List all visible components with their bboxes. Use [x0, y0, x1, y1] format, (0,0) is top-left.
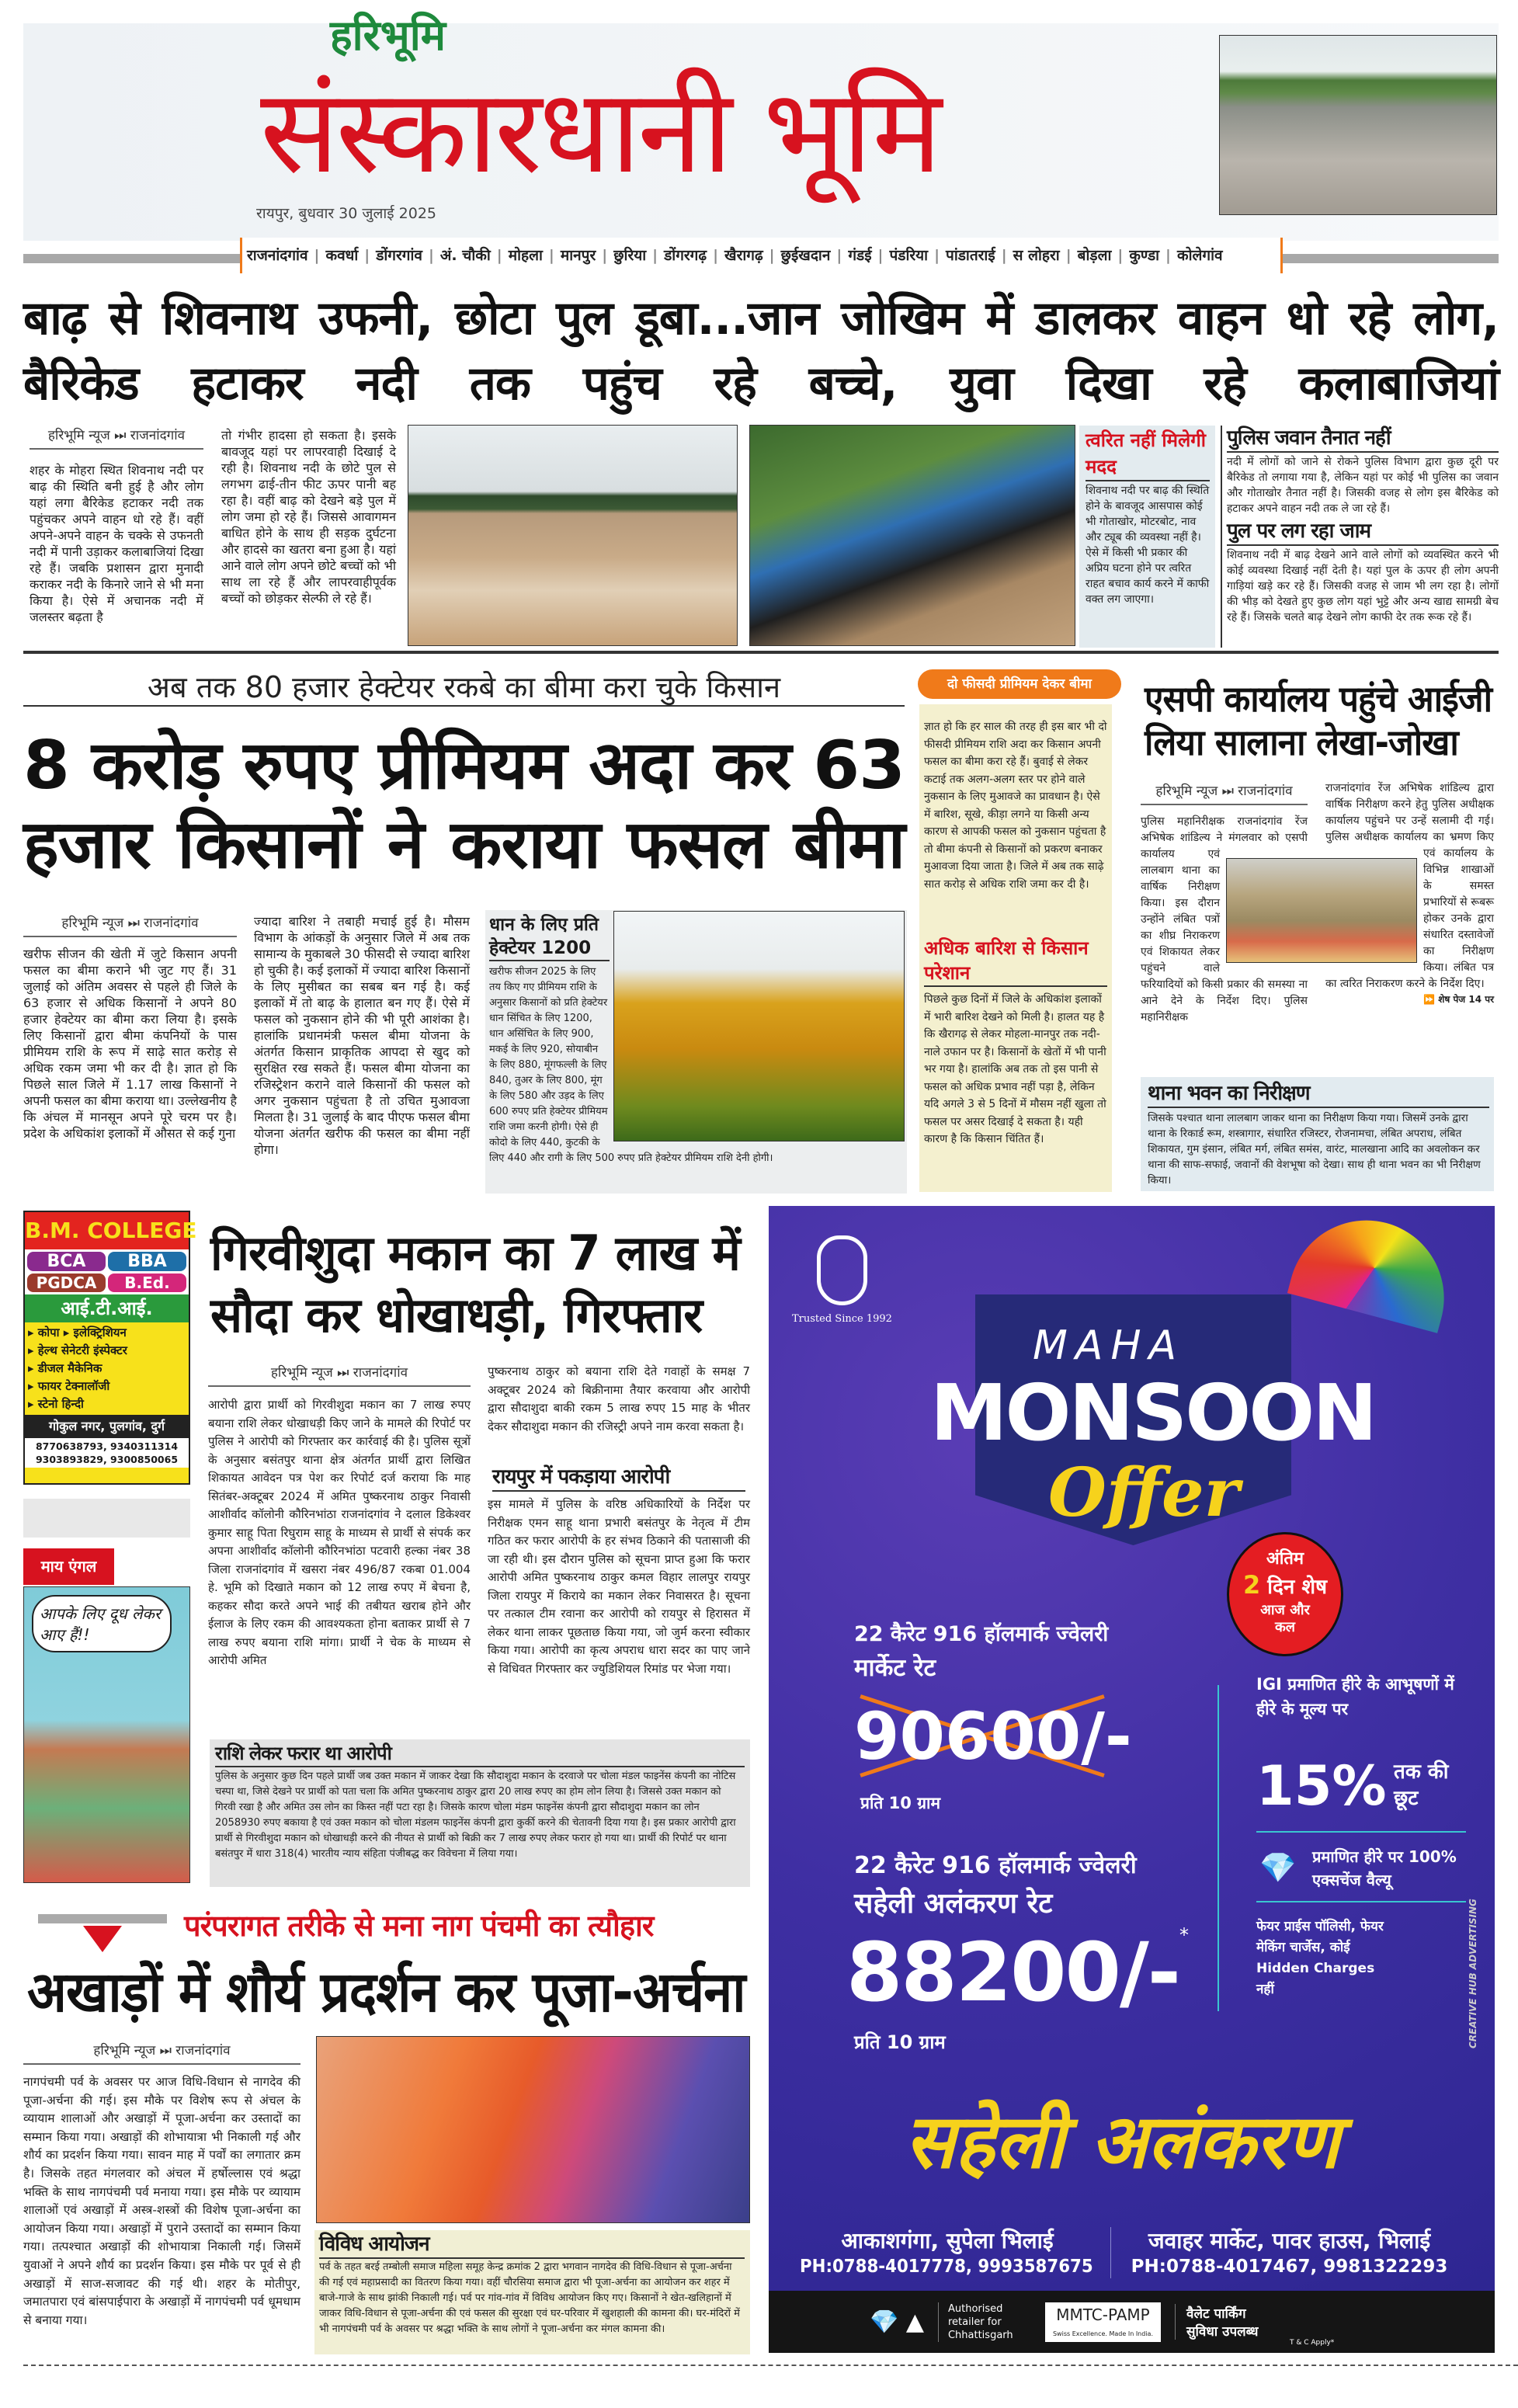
jam-text: शिवनाथ नदी में बाढ़ देखने आने वाले लोगों को व्यवस्थित करने भी कोई व्यवस्था दिखाई नहीं देती है। यहां पुल के ऊपर ही लोग अपनी गाड़ियां खड़े कर रहे हैं। जिसकी वजह से जाम भी लग रहा है। लोगों की भीड़ को देखते हुए कुछ लोग यहां भुट्टे और अन्य खाद्य सामग्री बेच रहे हैं। जिसके चलते बाढ़ देखने लोग काफी देर तक रूक रहे हैं। — [1227, 549, 1499, 624]
trade-item: ▸ स्टेनो हिन्दी — [28, 1397, 84, 1411]
cartoon-label: माय एंगल — [23, 1548, 114, 1585]
course-bca: BCA — [27, 1252, 106, 1271]
tractor-washing-photo — [749, 425, 1075, 646]
nav-item[interactable]: गंडई — [848, 247, 872, 264]
column-divider — [1221, 426, 1222, 648]
nav-separator: | — [877, 247, 884, 264]
nav-separator: | — [314, 247, 320, 264]
college-address: गोकुल नगर, पुलगांव, दुर्ग — [48, 1419, 165, 1433]
crop-col1: खरीफ सीजन की खेती में जुटे किसान अपनी फसल का बीमा कराने भी जुट गए हैं। 31 जुलाई को अंतिम अवसर से पहले ही जिले के 63 हजार से अधिक किसानों ने अपने 80 हजार हेक्टेयर का बीमा करा लिया है। इसके लिए किसानों द्वारा बीमा कंपनियों के पास प्रीमियम राशि के रूप में साढ़े सात करोड़ से अधिक रकम जमा भी कर दी है। ज्ञात हो कि पिछले साल जिले में 1.17 लाख किसानों ने अपनी फसल का बीमा कराया था। उल्लेखनीय है कि अंचल में मानसून अपने पूरे चरम पर है। प्रदेश के अधिकांश इलाकों में औसत से कई गुना — [23, 947, 237, 1141]
masthead-title: संस्कारधानी भूमि — [260, 64, 940, 200]
market-label: 22 कैरेट 916 हॉलमार्क ज्वेलरी — [854, 1622, 1109, 1646]
fraud-col2b: इस मामले में पुलिस के वरिष्ठ अधिकारियों के निर्देश पर निरीक्षक एमन साहू थाना प्रभारी बसंतपुर के नेतृत्व में टीम गठित कर फरार आरोपी के हर संभव ठिकाने की पतासाजी की जा रही थी। इस दौरान पुलिस को सूचना प्राप्त हुआ कि फरार आरोपी अमित पुष्करनाथ ठाकुर कमल विहार लालपुर रायपुर जिला रायपुर में किराये का मकान लेकर निवासरत है। सूचना पर तत्काल टीम रवाना कर आरोपी को रायपुर से हिरासत में लेकर थाना लाकर पूछताछ किया गया, जो जुर्म करना स्वीकार किया गया। आरोपी का कृत्य अपराध धारा सदर का पाए जाने से विधिवत गिरफ्तार कर ज्युडिशियल रिमांड पर भेजा गया। — [488, 1497, 750, 1676]
nav-item[interactable]: डोंगरगांव — [376, 247, 422, 264]
rescue-box-text: शिवनाथ नदी पर बाढ़ की स्थिति होने के बावजूद आसपास कोई भी गोताखोर, मोटरबोट, नाव और ट्यूब की व्यवस्था नहीं है। ऐसे में किसी भी प्रकार की अप्रिय घटना होने पर त्वरित राहत बचाव कार्य करने में काफी वक्त लग जाएगा। — [1086, 485, 1210, 606]
saheli-label-2: सहेली अलंकरण रेट — [854, 1888, 1053, 1920]
photo-wrap-spacer — [608, 964, 905, 1145]
continued-note: ⏩ शेष पेज 14 पर — [1423, 994, 1494, 1005]
course-bba: BBA — [108, 1252, 186, 1271]
jam-subhead: पुल पर लग रहा जाम — [1227, 519, 1499, 546]
college-ad[interactable] — [23, 1211, 197, 1485]
nav-separator: | — [652, 247, 658, 264]
photo-wrap-spacer — [1220, 857, 1308, 967]
discount-value: 15% — [1256, 1754, 1387, 1818]
mmtc-logo — [1045, 2302, 1161, 2342]
hallmark-icon: 💎 ▲ — [870, 2308, 924, 2336]
store-address: जवाहर मार्केट, पावर हाउस, भिलाई — [1148, 2228, 1431, 2253]
byline: हरिभूमि न्यूज ⏭ राजनांदगांव — [23, 913, 237, 937]
nagpanchami-text: नागपंचमी पर्व के अवसर पर आज विधि-विधान से नागदेव की पूजा-अर्चना की गई। इस मौके पर विशेष रूप से अंचल के व्यायाम शालाओं और अखाड़ों में पूजा-अर्चना कर उस्तादों का सम्मान किया गया। अखाड़ों की शोभायात्रा भी निकाली गई और शौर्य का प्रदर्शन किया गया। सावन माह में पर्वों का लगातार क्रम है। जिसके तहत मंगलवार को अंचल में हर्षोल्लास एवं श्रद्धा भक्ति के साथ नागपंचमी पर्व मनाया गया। इस मौके पर व्यायाम शालाओं एवं अखाड़ों में अस्त्र-शस्त्रों की विशेष पूजा-अर्चना का आयोजन किया गया। अखाड़ों में पुराने उस्तादों का सम्मान किया गया। तत्पश्चात अखाड़ों की शोभायात्रा निकाली गई। जिसमें युवाओं ने अपने शौर्य का प्रदर्शन किया। इस मौके पर पूर्व से ही अखाड़ों में साज-सजावट की गई थी। शहर के मोतीपुर, जमातपारा एवं बांसपाईपारा के अखाड़ों में नागपंचमी पर्व धूमधाम से बनाया गया। — [23, 2075, 300, 2327]
mmtc-name: MMTC-PAMP — [1056, 2305, 1150, 2324]
ad-divider — [1218, 1685, 1219, 2011]
ig-col1 — [1141, 814, 1308, 1026]
page-divider — [23, 2365, 1518, 2366]
akhada-puja-photo — [316, 2036, 750, 2223]
exchange-text: प्रमाणित हीरे पर 100% एक्सचेंज वैल्यू — [1312, 1847, 1457, 1889]
fraud-col2a: पुष्करनाथ ठाकुर को बयाना राशि देते गवाहों के समक्ष 7 अक्टूबर 2024 को बिक्रीनामा तैयार करवाया और आरोपी द्वारा सौदाशुदा बाकी रकम 5 लाख रुपए 15 माह के भीतर देकर सौदाशुदा मकान की रजिस्ट्री अपने नाम करवा सकता है। — [488, 1364, 750, 1433]
nav-item[interactable]: कुण्डा — [1129, 247, 1160, 264]
store-2 — [1110, 2227, 1468, 2278]
nav-item[interactable]: कोलेगांव — [1177, 247, 1223, 264]
igi-text: IGI प्रमाणित हीरे के आभूषणों में हीरे के मूल्य पर — [1256, 1675, 1454, 1718]
nav-separator: | — [364, 247, 370, 264]
per-gram: प्रति 10 ग्राम — [860, 1794, 941, 1812]
nav-separator: | — [769, 247, 775, 264]
per-gram: प्रति 10 ग्राम — [854, 2031, 946, 2053]
nav-item[interactable]: कवर्धा — [325, 247, 359, 264]
rain-subhead: अधिक बारिश से किसान परेशान — [924, 936, 1107, 987]
story1-col2: तो गंभीर हादसा हो सकता है। इसके बावजूद यहां पर लापरवाही दिखाई दे रही है। शिवनाथ नदी के छोटे पुल से लगभग ढाई-तीन फीट ऊपर पानी बह रहा है। वहीं बाढ़ को देखने बड़े पुल में लोग जमा हो रहे हैं। जिससे आवागमन बाधित होने के साथ ही सड़क दुर्घटना और हादसे का खतरा बना हुआ है। यहां आने वाले लोग अपने छोटे बच्चों को भी साथ ला रहे हैं और लापरवाहीपूर्वक बच्चों को छोड़कर सेल्फी ले रहे हैं। — [221, 428, 396, 606]
store-1 — [800, 2227, 1095, 2278]
nav-separator: | — [934, 247, 940, 264]
nav-item[interactable]: पंडरिया — [889, 247, 929, 264]
nagpanchami-headline: अखाड़ों में शौर्य प्रदर्शन कर पूजा-अर्चना — [27, 1959, 745, 2024]
college-address-bar — [25, 1415, 189, 1438]
diamond-icon: 💎 — [1259, 1850, 1297, 1885]
nav-separator: | — [1117, 247, 1124, 264]
premium-box-text — [489, 964, 905, 1166]
events-subhead: विविध आयोजन — [319, 2232, 745, 2259]
badge-line: आज और कल — [1260, 1602, 1310, 1635]
fraud-col1: आरोपी द्वारा प्रार्थी को गिरवीशुदा मकान का 7 लाख रुपए बयाना राशि लेकर धोखाधड़ी किए जाने के मामले की रिपोर्ट पर पुलिस ने आरोपी को गिरफ्तार कर कार्रवाई की है। पुलिस सूत्रों के अनुसार बसंतपुर थाना क्षेत्र अंतर्गत प्रार्थी द्वारा लिखित शिकायत आवेदन पत्र पेश कर रिपोर्ट दर्ज कराया कि माह सितंबर-अक्टूबर 2024 में अमित पुष्करनाथ ठाकुर निवासी आशीर्वाद कॉलोनी कौरिनभांठा राजनांदगांव ने दलाल डिकेश्वर कुमार साहू पिता रिघुराम साहू के माध्यम से प्रार्थी से संपर्क कर अपना आशीर्वाद कॉलोनी कौरिनभांठा पटवारी हल्का नंबर 38 जिला राजनांदगांव में खसरा नंबर 496/87 रकबा 01.004 हे. भूमि को दिखाते मकान को 12 लाख रुपए में बेचना है, कहकर सौदा करते अपने भाई की तबीयत खराब होने और ईलाज के लिए रकम की आवश्यकता होना बताकर प्रार्थी से 7 लाख रुपए बयाना राशि मांगा। प्रार्थी ने चेक के माध्यम से आरोपी अमित — [208, 1398, 471, 1667]
cartoon-image — [23, 1586, 190, 1883]
market-rate-value: 90600/- — [854, 1698, 1132, 1774]
flooded-river-photo — [408, 425, 738, 646]
nav-item[interactable]: छुरिया — [613, 247, 647, 264]
location-nav — [240, 238, 1283, 273]
ad-footer — [769, 2291, 1495, 2353]
trade-item: ▸ कोपा ▸ इलेक्ट्रिशियन — [28, 1326, 127, 1340]
trusted-since: Trusted Since 1992 — [792, 1313, 892, 1325]
badge-days: 2 — [1242, 1570, 1261, 1600]
agency-credit: CREATIVE HUB ADVERTISING — [1468, 1899, 1478, 2048]
ad-rule — [1256, 1831, 1466, 1833]
story1-col1: शहर के मोहरा स्थित शिवनाथ नदी पर बाढ़ की स्थिति बनी हुई है और लोग यहां लगा बैरिकेड हटाकर नदी तक पहुंचकर अपने वाहन धो रहे हैं। वहीं अपने-अपने वाहन के चक्के से उफनती नदी में पानी उड़ाकर कलाबाजियां दिखा रहे हैं। जबकि प्रशासन द्वारा मुनादी कराकर नदी के किनारे जाने से भी मना किया है। ऐसे में अचानक नदी में जलस्तर बढ़ता है — [30, 463, 203, 624]
speech-bubble: आपके लिए दूध लेकर आए हैं!! — [32, 1595, 172, 1652]
nav-separator: | — [713, 247, 719, 264]
nav-item[interactable]: छुईखदान — [780, 247, 831, 264]
nav-item[interactable]: मानपुर — [560, 247, 596, 264]
section-rule — [23, 651, 1499, 654]
nav-separator: | — [1065, 247, 1072, 264]
saheli-rate-row — [846, 1924, 1189, 2021]
ad-rule — [1256, 1901, 1466, 1902]
nav-item[interactable]: डोंगरगढ़ — [664, 247, 707, 264]
premium-tag-text: ज्ञात हो कि हर साल की तरह ही इस बार भी दो फीसदी प्रीमियम राशि अदा कर किसान अपनी फसल का बीमा करा रहे हैं। बुवाई से लेकर कटाई तक अलग-अलग स्तर पर होने वाले नुकसान के लिए मुआवजे का प्रावधान है। ऐसे में बारिश, सूखे, कीड़ा लगने या किसी अन्य कारण से आपकी फसल को नुकसान पहुंचता है तो बीमा कंपनी से किसानों को प्रकरण बनाकर मुआवजा दिया जाता है। जिले में अब तक साढ़े सात करोड़ से अधिक राशि जमा कर दी है। — [924, 721, 1107, 891]
jewellery-ad[interactable] — [769, 1206, 1495, 2353]
nav-items — [247, 238, 1223, 273]
ig-col2 — [1325, 780, 1494, 1006]
byline: हरिभूमि न्यूज ⏭ राजनांदगांव — [208, 1363, 471, 1387]
nav-item[interactable]: मोहला — [508, 247, 543, 264]
trade-item: ▸ हेल्थ सेनेटरी इंस्पेक्टर — [28, 1343, 127, 1357]
byline: हरिभूमि न्यूज ⏭ राजनांदगांव — [30, 426, 203, 450]
market-label-2: मार्केट रेट — [854, 1654, 936, 1682]
iti-label: आई.टी.आई. — [25, 1294, 189, 1322]
brand-logo: हरिभूमि — [330, 11, 446, 60]
ig-col1-text: पुलिस महानिरीक्षक राजनांदगांव रेंज अभिषेक शांडिल्य ने मंगलवार को एसपी कार्यालय एवं लालबाग थाना का वार्षिक निरीक्षण किया। इस दौरान उन्होंने लंबित पत्रों का शीघ्र निराकरण एवं शिकायत लेकर पहुंचने वाले फरियादियों को किसी प्रकार की समस्या ना आने देने के निर्देश दिए। पुलिस महानिरीक्षक — [1141, 815, 1308, 1023]
market-rate — [854, 1694, 1132, 1779]
kicker-bar — [38, 1914, 167, 1923]
nav-item[interactable]: बोड़ला — [1077, 247, 1112, 264]
nagpanchami-kicker: परंपरागत तरीके से मना नाग पंचमी का त्यौहार — [184, 1909, 654, 1943]
police-subhead: पुलिस जवान तैनात नहीं — [1227, 426, 1499, 453]
nav-separator: | — [548, 247, 554, 264]
blank-ad-slot — [23, 1499, 190, 1538]
nav-item[interactable]: राजनांदगांव — [247, 247, 308, 264]
college-phones: 8770638793, 9340311314 9303893829, 9300850065 — [25, 1438, 189, 1468]
crop-col2: ज्यादा बारिश ने तबाही मचाई हुई है। मौसम विभाग के आंकड़ों के अनुसार जिले में अब तक सामान्य के मुकाबले 30 फीसदी से ज्यादा बारिश हो चुकी है। कई इलाकों में ज्यादा बारिश किसानों के लिए मुसीबत का सबब बन गई है। कई इलाकों में तो बाढ़ के हालात बन गए हैं। ऐसे में फसल को नुकसान होने की भी पूरी आशंका है। हालांकि प्रधानमंत्री फसल बीमा योजना के अंतर्गत किसान प्राकृतिक आपदा से खुद को सुरक्षित रख सकते हैं। फसल बीमा योजना का रजिस्ट्रेशन कराने वाले किसानों की फसल को अगर नुकसान पहुंचता है तो उचित मुआवजा मिलता है। 31 जुलाई के बाद पीएफ फसल बीमा योजना अंतर्गत खरीफ की फसल का बीमा नहीं होगा। — [254, 914, 470, 1157]
nav-item[interactable]: अं. चौकी — [439, 247, 491, 264]
byline: हरिभूमि न्यूज ⏭ राजनांदगांव — [23, 2041, 300, 2065]
bridge-crowd-photo — [1219, 35, 1497, 215]
asterisk: * — [1179, 1924, 1189, 1946]
discount-suffix: तक की छूट — [1394, 1760, 1449, 1810]
badge-line: अंतिम — [1266, 1549, 1304, 1569]
station-subhead: थाना भवन का निरीक्षण — [1148, 1081, 1489, 1108]
premium-box-copy: खरीफ सीजन 2025 के लिए तय किए गए प्रीमियम राशि के अनुसार किसानों को प्रति हेक्टेयर धान सिंचित के लिए 1200, धान असिंचित के लिए 900, मकई के लिए 920, सोयाबीन के लिए 880, मूंगफल्ली के लिए 840, तुअर के लिए 800, मूंग के लिए 580 और उड़द के लिए 600 रुपए प्रति हेक्टेयर प्रीमियम राशि जमा करनी होगी। ऐसे ही कोदो के लिए 440, कुटकी के लिए 440 और रागी के लिए 500 रुपए प्रति हेक्टेयर प्रीमियम राशि देनी होगी। — [489, 966, 773, 1164]
parking-text: वैलेट पार्किंग सुविधा उपलब्ध — [1175, 2304, 1276, 2340]
trade-list — [25, 1322, 189, 1415]
photo-wrap-spacer — [1325, 857, 1423, 967]
course-bed: B.Ed. — [108, 1273, 186, 1292]
crop-kicker: अब तक 80 हजार हेक्टेयर रकबे का बीमा करा चुके किसान — [23, 669, 905, 707]
store-address: आकाशगंगा, सुपेला भिलाई — [841, 2228, 1054, 2253]
retailer-text: Authorised retailer for Chhattisgarh — [938, 2302, 1031, 2342]
store-phone: PH:0788-4017778, 9993587675 — [800, 2257, 1093, 2277]
saheli-rate: 88200/- — [846, 1925, 1179, 2020]
trade-item: ▸ फायर टेक्नालॉजी — [28, 1379, 110, 1393]
fair-price-text: फेयर प्राईस पॉलिसी, फेयर मेकिंग चार्जेस, कोई Hidden Charges नहीं — [1256, 1919, 1384, 1997]
rain-text: पिछले कुछ दिनों में जिले के अधिकांश इलाकों में भारी बारिश देखने को मिली है। हालत यह है कि खैरागढ़ से लेकर मोहला-मानपुर तक नदी-नाले उफान पर है। किसानों के खेतों में भी पानी भर गया है। हालांकि अब तक तो इस पानी से फसल को अधिक प्रभाव नहीं पड़ा है, लेकिन यदि अगले 3 से 5 दिनों में मौसम नहीं खुला तो फसल पर असर दिखाई दे सकता है। यही कारण है कि किसान चिंतित हैं। — [924, 993, 1106, 1145]
mmtc-tagline: Swiss Excellence. Made In India. — [1052, 2330, 1153, 2337]
rescue-box-title: त्वरित नहीं मिलेगी मदद — [1086, 427, 1210, 481]
umbrella-icon — [1287, 1206, 1461, 1333]
fraud-headline: गिरवीशुदा मकान का 7 लाख में सौदा कर धोखाधड़ी, गिरफ्तार — [210, 1225, 740, 1343]
college-name: B.M. COLLEGE — [25, 1212, 189, 1249]
maha-text: MAHA — [1033, 1322, 1185, 1369]
course-pgdca: PGDCA — [27, 1273, 106, 1292]
premium-box-title: धान के लिए प्रति हेक्टेयर 1200 — [489, 913, 610, 961]
dateline: रायपुर, बुधवार 30 जुलाई 2025 — [256, 205, 437, 222]
crop-headline: 8 करोड़ रुपए प्रीमियम अदा कर 63 हजार किसानों ने कराया फसल बीमा — [23, 727, 905, 884]
ig-col2-text: राजनांदगांव रेंज अभिषेक शांडिल्य द्वारा वार्षिक निरीक्षण करने हेतु पुलिस अधीक्षक कार्यालय पहुंचने पर उन्हें सलामी दी गई। पुलिस अधीक्षक कार्यालय का भ्रमण किए एवं कार्यालय के विभिन्न शाखाओं के समस्त प्रभारियों से रूबरू होकर उनके द्वारा संधारित दस्तावेजों का निरीक्षण किया। लंबित पत्र का त्वरित निराकरण करने के निर्देश दिए। — [1325, 782, 1494, 990]
nav-separator: | — [428, 247, 434, 264]
premium-tag-label: दो फीसदी प्रीमियम देकर बीमा — [947, 676, 1092, 692]
nav-item[interactable]: पांडातराई — [946, 247, 995, 264]
store-phone: PH:0788-4017467, 9981322293 — [1131, 2257, 1448, 2277]
raipur-subhead: रायपुर में पकड़ाया आरोपी — [492, 1464, 745, 1492]
nav-separator: | — [836, 247, 842, 264]
byline: हरिभूमि न्यूज ⏭ राजनांदगांव — [1141, 781, 1308, 805]
saheli-label: 22 कैरेट 916 हॉलमार्क ज्वेलरी — [854, 1852, 1137, 1879]
nav-item[interactable]: खैरागढ़ — [724, 247, 763, 264]
police-text: नदी में लोगों को जाने से रोकने पुलिस विभाग द्वारा कुछ दूरी पर बैरिकेड तो लगाया गया है, लेकिन यहां पर कोई भी पुलिस का जवान और गोताखोर तैनात नहीं है। जिसकी वजह से लोग इस बैरिकेड को हटाकर अपने वाहन नदी तक ले जा रहे हैं। — [1227, 456, 1499, 515]
monsoon-text: MONSOON — [930, 1367, 1375, 1458]
events-text: पर्व के तहत बरई तम्बोली समाज महिला समूह केन्द्र क्रमांक 2 द्वारा भगवान नागदेव की विधि-विधान से पूजा-अर्चना की गई एवं महाप्रसादी का वितरण किया गया। वहीं चौरसिया समाज द्वारा भी पूजा-अर्चना का आयोजन कर शहर में बाजे-गाजे के साथ झांकी निकाली गई। पर्व पर गांव-गांव में विविध आयोजन किए गए। किसानों ने खेत-खलिहानों में जाकर विधि-विधान से पूजा-अर्चना की एवं फसल की सुरक्षा एवं घर-परिवार में खुशहाली की कामना की। घर-मंदिरों में भी नागपंचमी पर्व के अवसर पर श्रद्धा भक्ति के साथ लोगों ने पूजा-अर्चना कर मंगल कामना की। — [319, 2261, 740, 2335]
ig-headline: एसपी कार्यालय पहुंचे आईजी लिया सालाना लेखा-जोखा — [1145, 678, 1492, 763]
badge-line: दिन शेष — [1267, 1576, 1328, 1599]
saheli-logo: सहेली अलंकरण — [905, 2098, 1340, 2185]
lead-headline: बाढ़ से शिवनाथ उफनी, छोटा पुल डूबा...जान जोखिम में डालकर वाहन धो रहे लोग, बैरिकेड हटाकर नदी तक पहुंच रहे बच्चे, युवा दिखा रहे कलाबाजियां — [23, 291, 1499, 411]
fraud-box-text: पुलिस के अनुसार कुछ दिन पहले प्रार्थी जब उक्त मकान में जाकर देखा कि सौदाशुदा मकान के दरवाजे पर चोला मंडल फाइनेंस कंपनी का नोटिस चस्पा था, जिसे देखने पर प्रार्थी को पता चला कि अमित पुष्करनाथ ठाकुर द्वारा 20 लाख रुपए का होम लोन लिया है। जिससे उक्त मकान को गिरवी रखा है और अमित उस लोन का किस्त नहीं पटा रहा है। जिसके कारण चोला मंडम फाइनेंस कंपनी द्वारा सौदाशुदा मकान का लोन 2058930 रुपए बकाया है एवं उक्त मकान को चोला मंडलम फाइनेंस कंपनी द्वारा कुर्की करने की चेतावनी दिया गया है। इस प्रकार आरोपी द्वारा प्रार्थी से गिरवीशुदा मकान को धोखाधड़ी करने की नीयत से प्रार्थी को बिक्री कर 7 लाख रुपए लेकर फरार हो गया था। प्रार्थी की रिपोर्ट पर थाना बसंतपुर में धारा 318(4) भारतीय न्याय संहिता पंजीबद्ध कर विवेचना में लिया गया। — [215, 1770, 736, 1860]
offer-text: Offer — [1048, 1454, 1240, 1532]
station-text: जिसके पश्चात थाना लालबाग जाकर थाना का निरीक्षण किया गया। जिसमें उनके द्वारा थाना के रिकार्ड रूम, शस्त्रागार, संधारित रजिस्टर, रोजनामचा, लंबित अपराध, लंबित शिकायत, गुम इंसान, लंबित मर्ग, लंबित समंस, वारंट, मालखाना आदि का अवलोकन कर थाना की साफ-सफाई, जवानों की वेशभूषा को देखा। साथ ही थाना भवन का भी निरीक्षण किया। — [1148, 1112, 1481, 1187]
fraud-box-subhead: राशि लेकर फरार था आरोपी — [215, 1741, 745, 1767]
nav-separator: | — [496, 247, 502, 264]
brand-emblem-icon — [817, 1235, 867, 1305]
nav-separator: | — [1165, 247, 1171, 264]
terms-text: T & C Apply* — [1290, 2339, 1335, 2347]
trade-item: ▸ डीजल मैकेनिक — [28, 1361, 102, 1375]
premium-tag — [918, 669, 1121, 699]
nav-item[interactable]: स लोहरा — [1013, 247, 1060, 264]
last-days-badge — [1227, 1532, 1343, 1656]
nav-separator: | — [1001, 247, 1007, 264]
chevron-down-icon — [83, 1926, 122, 1952]
nav-separator: | — [602, 247, 608, 264]
